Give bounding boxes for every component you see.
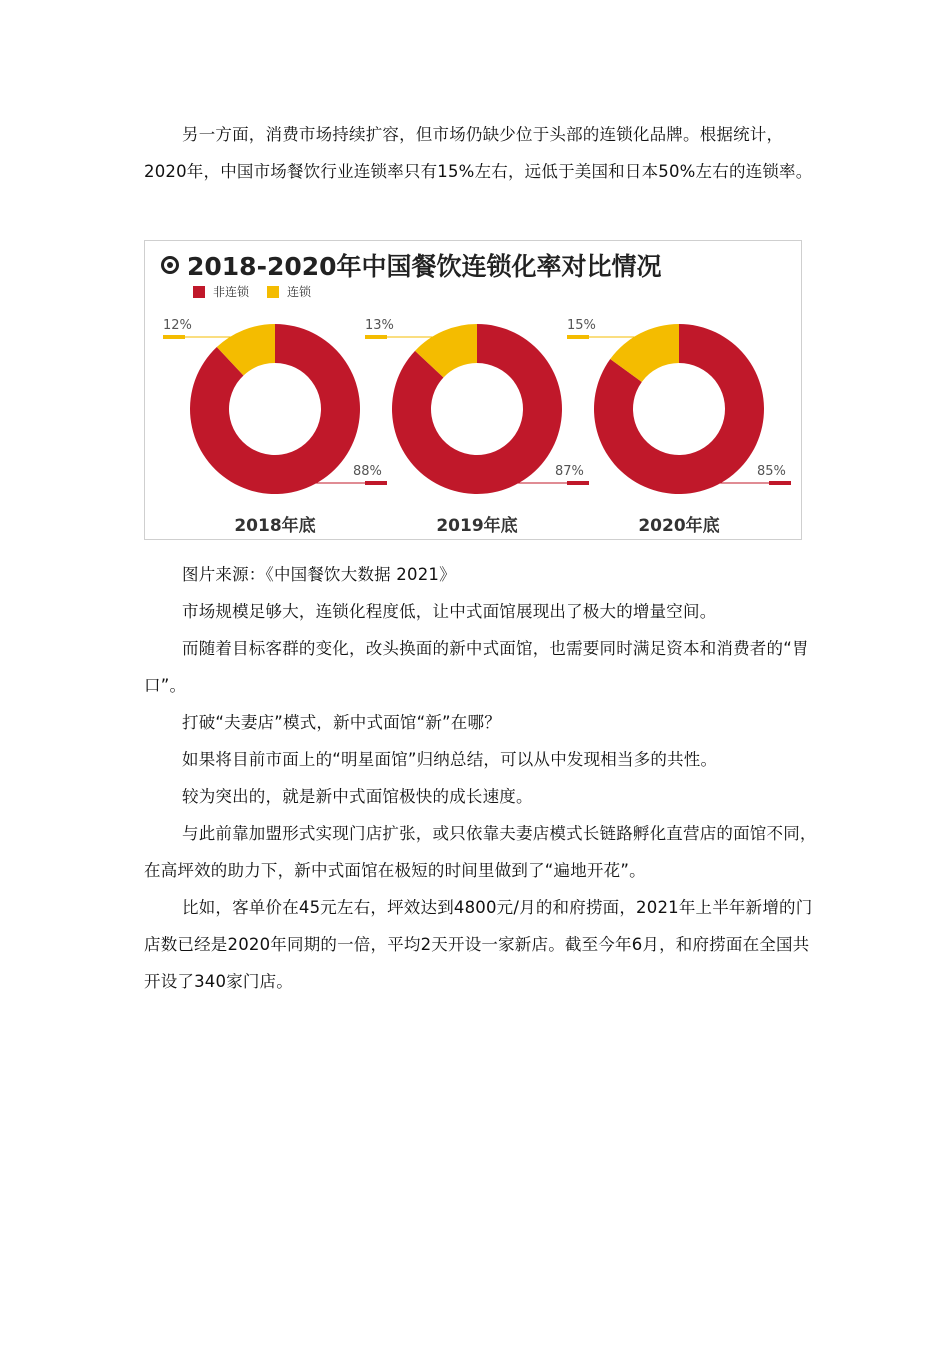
paragraph-market-scale: 市场规模足够大，连锁化程度低，让中式面馆展现出了极大的增量空间。: [182, 602, 717, 621]
label-marker-chain: [567, 335, 589, 339]
chart-title: 2018-2020年中国餐饮连锁化率对比情况: [187, 252, 662, 281]
label-marker-non-chain: [365, 481, 387, 485]
legend-label-non-chain: 非连锁: [213, 285, 250, 299]
donut-charts: [145, 241, 801, 539]
data-label-chain: 15%: [567, 318, 596, 333]
legend-label-chain: 连锁: [287, 285, 312, 299]
data-label-non-chain: 85%: [757, 464, 786, 479]
category-label: 2018年底: [234, 516, 316, 536]
chart-figure: [144, 240, 802, 540]
paragraph-star-noodle: 如果将目前市面上的“明星面馆”归纳总结，可以从中发现相当多的共性。: [182, 750, 718, 769]
label-marker-non-chain: [567, 481, 589, 485]
label-marker-non-chain: [769, 481, 791, 485]
category-label: 2019年底: [436, 516, 518, 536]
data-label-non-chain: 88%: [353, 464, 382, 479]
section-heading: 打破“夫妻店”模式，新中式面馆“新”在哪？: [182, 713, 501, 732]
label-marker-chain: [163, 335, 185, 339]
paragraph-customer-change: 而随着目标客群的变化，改头换面的新中式面馆，也需要同时满足资本和消费者的“胃口”。: [144, 639, 809, 695]
label-marker-chain: [365, 335, 387, 339]
paragraph-growth-speed: 较为突出的，就是新中式面馆极快的成长速度。: [182, 787, 533, 806]
image-caption: 图片来源：《中国餐饮大数据 2021》: [182, 565, 456, 584]
category-label: 2020年底: [638, 516, 720, 536]
paragraph-chain-rate: 另一方面，消费市场持续扩容，但市场仍缺少位于头部的连锁化品牌。根据统计，2020年，中国市场餐饮行业连锁率只有15%左右，远低于美国和日本50%左右的连锁率。: [144, 125, 813, 181]
paragraph-expansion: 与此前靠加盟形式实现门店扩张，或只依靠夫妻店模式长链路孵化直营店的面馆不同，在高坪效的助力下，新中式面馆在极短的时间里做到了“遍地开花”。: [144, 824, 817, 880]
data-label-non-chain: 87%: [555, 464, 584, 479]
data-label-chain: 13%: [365, 318, 394, 333]
data-label-chain: 12%: [163, 318, 192, 333]
paragraph-hefu-example: 比如，客单价在45元左右，坪效达到4800元/月的和府捞面，2021年上半年新增的门店数已经是2020年同期的一倍，平均2天开设一家新店。截至今年6月，和府捞面在全国共开设了340家门店。: [144, 898, 813, 991]
